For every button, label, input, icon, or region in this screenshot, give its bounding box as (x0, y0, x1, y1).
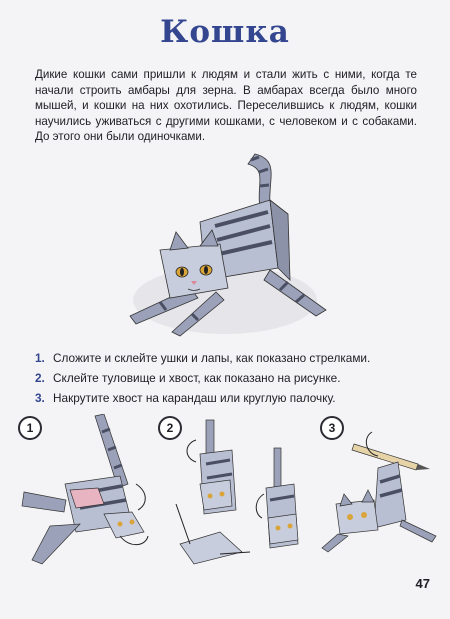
step-number: 1. (35, 351, 45, 365)
step-text: Склейте туловище и хвост, как показано на рисунке. (53, 371, 341, 385)
paper-cat-illustration (120, 150, 330, 340)
step3-finished-cat-drawing (318, 424, 440, 554)
step1-template-drawing (20, 414, 160, 574)
instruction-step-1 (35, 348, 425, 368)
step-number: 2. (35, 371, 45, 385)
figure-label-3: 3 (320, 416, 344, 440)
page-number: 47 (415, 576, 430, 591)
page-title: Кошка (160, 14, 290, 50)
figure-label-2: 2 (158, 416, 182, 440)
figure-label-1: 1 (18, 416, 42, 440)
instruction-step-2 (35, 368, 425, 388)
instructions-list (35, 348, 425, 408)
intro-paragraph: Дикие кошки сами пришли к людям и стали жить с ними, когда те начали строить амбары для зерна. В амбарах всегда было много мышей, и кошки на них охотились. Переселившись к людям, кошки научились уживаться с другими кошками, с человеком и с собаками. До этого они были одиночками. (35, 68, 417, 144)
assembly-figures (0, 408, 450, 578)
instruction-step-3 (35, 388, 425, 408)
step2-assembly-drawing (170, 414, 330, 574)
step-number: 3. (35, 391, 45, 405)
step-text: Накрутите хвост на карандаш или круглую палочку. (53, 391, 336, 405)
step-text: Сложите и склейте ушки и лапы, как показано стрелками. (53, 351, 371, 365)
